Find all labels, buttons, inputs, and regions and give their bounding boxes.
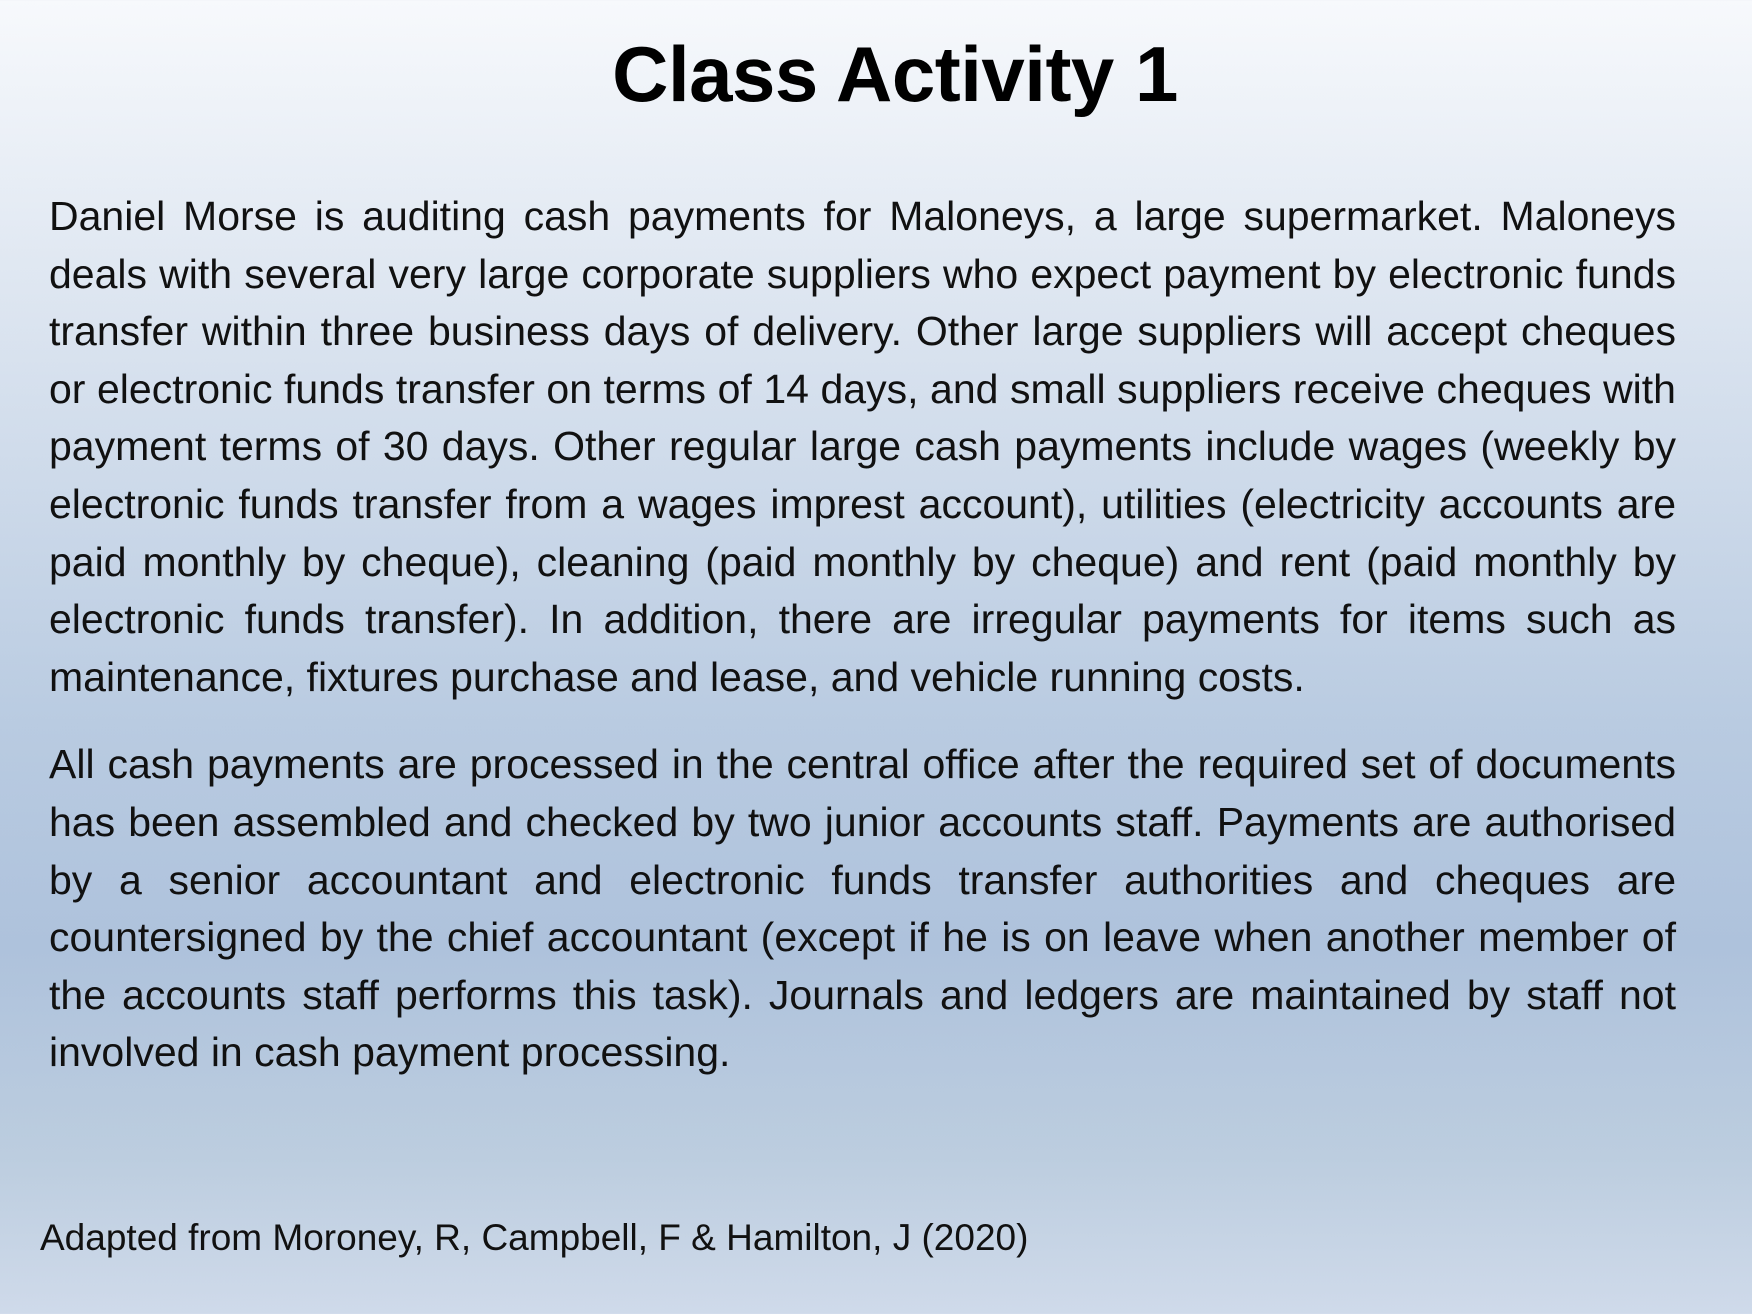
paragraph-2: All cash payments are processed in the central office after the required set of documents has been assembled and checked by two junior accounts staff. Payments are authorised by a senior accountant and electronic funds transfer authorities and cheques are countersigned by the chief accountant (except if he is on leave when another member of the accounts staff performs this task). Journals and ledgers are maintained by staff not involved in cash payment processing. xyxy=(49,741,1676,1076)
slide-body xyxy=(49,188,1676,1082)
paragraph-1: Daniel Morse is auditing cash payments for Maloneys, a large supermarket. Maloneys deals with several very large corporate suppliers who expect payment by electronic funds transfer within three business days of delivery. Other large suppliers will accept cheques or electronic funds transfer on terms of 14 days, and small suppliers receive cheques with payment terms of 30 days. Other regular large cash payments include wages (weekly by electronic funds transfer from a wages imprest account), utilities (electricity accounts are paid monthly by cheque), cleaning (paid monthly by cheque) and rent (paid monthly by electronic funds transfer). In addition, there are irregular payments for items such as maintenance, fixtures purchase and lease, and vehicle running costs. xyxy=(49,193,1676,700)
citation: Adapted from Moroney, R, Campbell, F & Hamilton, J (2020) xyxy=(40,1217,1029,1258)
slide-title: Class Activity 1 xyxy=(612,30,1178,118)
